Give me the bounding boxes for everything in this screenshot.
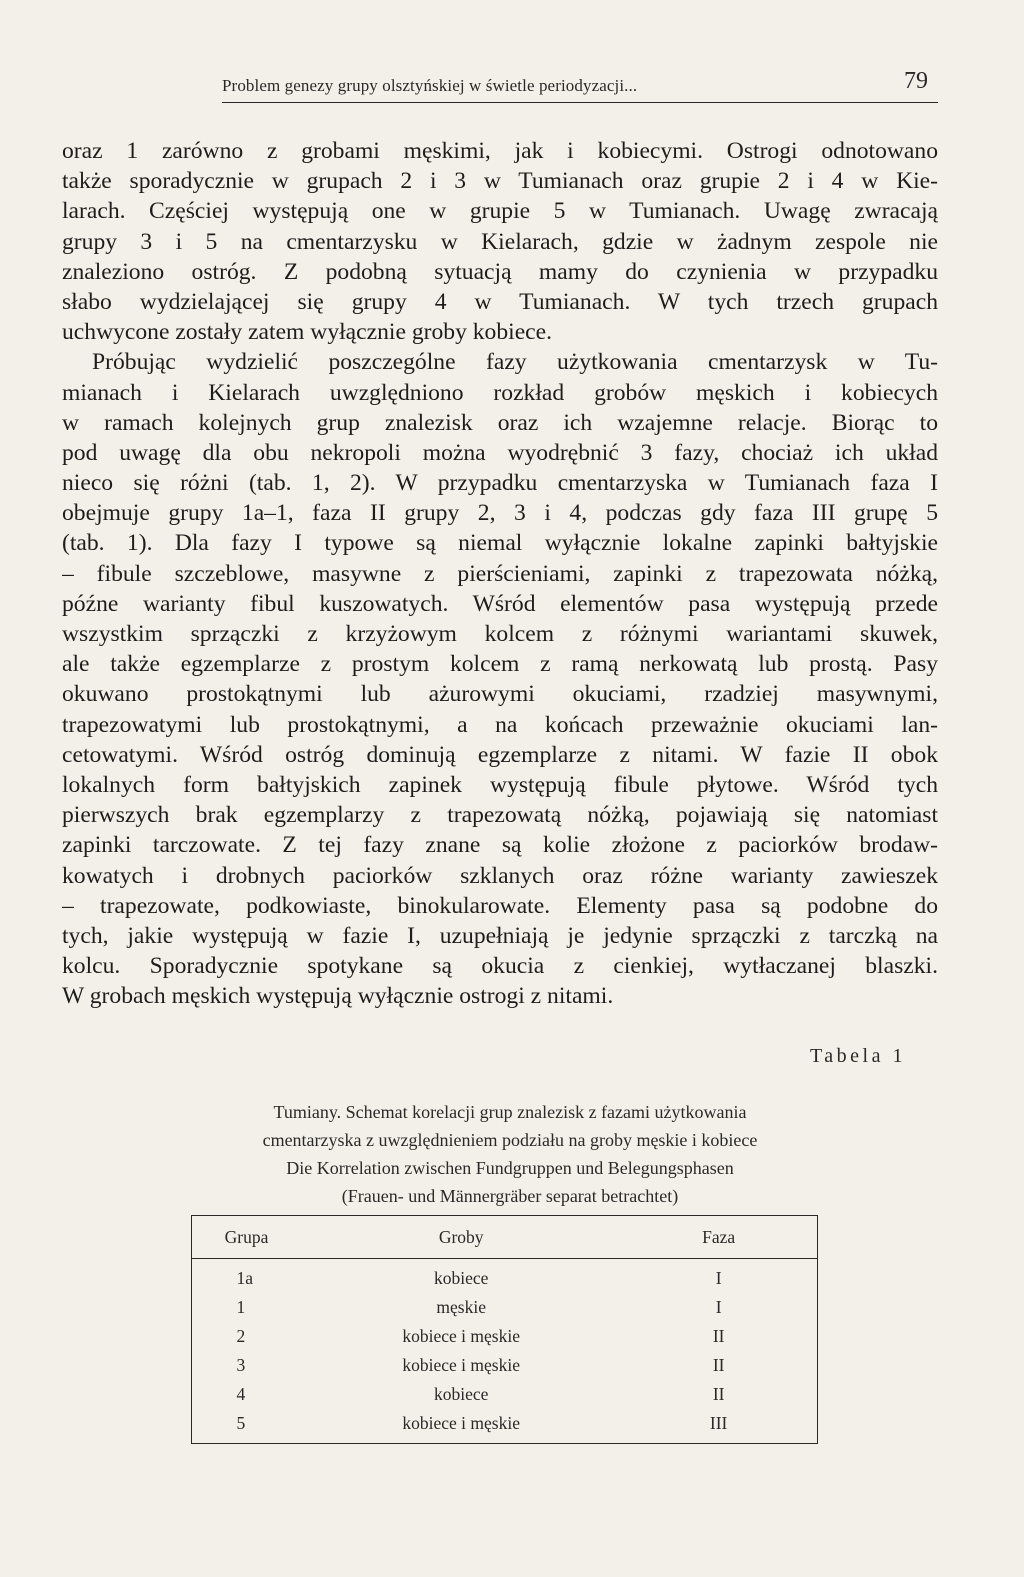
text-line: okuwano prostokątnymi lub ażurowymi okuciami, rzadziej masywnymi, — [62, 681, 938, 708]
cell-faza: I — [715, 1268, 722, 1288]
text-line: zapinki tarczowate. Z tej fazy znane są kolie złożone z paciorków brodaw- — [62, 832, 938, 859]
text-line: znaleziono ostróg. Z podobną sytuacją mamy do czynienia w przypadku — [62, 258, 938, 285]
text-line: W grobach męskich występują wyłącznie ostrogi z nitami. — [62, 983, 614, 1010]
cell-faza: III — [709, 1413, 728, 1433]
cell-groby: kobiece i męskie — [402, 1355, 520, 1375]
text-line: trapezowatymi lub prostokątnymi, a na końcach przeważnie okuciami lan- — [62, 711, 938, 738]
text-line: późne warianty fibul kuszowatych. Wśród elementów pasa występują przede — [62, 590, 938, 617]
text-line: pod uwagę dla obu nekropoli można wyodrębnić 3 fazy, chociaż ich układ — [62, 439, 938, 466]
cell-faza: II — [712, 1326, 725, 1346]
text-line: – fibule szczeblowe, masywne z pierścieniami, zapinki z trapezowata nóżką, — [62, 560, 938, 587]
cell-grupa: 2 — [236, 1326, 246, 1346]
table-row — [192, 1259, 818, 1294]
cell-grupa: 4 — [236, 1384, 246, 1404]
text-line: oraz 1 zarówno z grobami męskimi, jak i kobiecymi. Ostrogi odnotowano — [62, 138, 938, 164]
text-line: w ramach kolejnych grup znalezisk oraz ich wzajemne relacje. Biorąc to — [62, 409, 938, 436]
text-line: słabo wydzielającej się grupy 4 w Tumianach. W tych trzech grupach — [62, 288, 938, 315]
cell-grupa: 5 — [236, 1413, 246, 1433]
text-line: pierwszych brak egzemplarzy z trapezowatą nóżką, pojawiają się natomiast — [62, 802, 938, 829]
body-text — [62, 136, 938, 1011]
text-line: tych, jakie występują w fazie I, uzupełniają je jedynie sprzączki z tarczką na — [62, 922, 938, 949]
cell-faza: II — [712, 1384, 725, 1404]
table-row — [192, 1380, 818, 1409]
table-row — [192, 1322, 818, 1351]
cell-grupa: 1a — [236, 1268, 254, 1288]
running-header — [222, 66, 938, 103]
table-row — [192, 1351, 818, 1380]
table-row — [192, 1409, 818, 1444]
cell-groby: kobiece — [433, 1384, 489, 1404]
table-header-row — [192, 1216, 818, 1259]
text-line: – trapezowate, podkowiaste, binokularowate. Elementy pasa są podobne do — [62, 892, 938, 919]
caption-line: (Frauen- und Männergräber separat betrachtet) — [341, 1186, 679, 1206]
text-line: kolcu. Sporadycznie spotykane są okucia z cienkiej, wytłaczanej blaszki. — [62, 953, 938, 980]
caption-line: cmentarzyska z uwzględnieniem podziału na groby męskie i kobiece — [262, 1130, 758, 1150]
table-label: Tabela 1 — [809, 1045, 906, 1067]
header-grupa: Grupa — [224, 1226, 269, 1247]
cell-grupa: 3 — [236, 1355, 246, 1375]
text-line: Próbując wydzielić poszczególne fazy użytkowania cmentarzysk w Tu- — [92, 349, 938, 376]
cell-grupa: 1 — [236, 1297, 246, 1317]
header-groby: Groby — [438, 1226, 484, 1247]
text-line: (tab. 1). Dla fazy I typowe są niemal wyłącznie lokalne zapinki bałtyjskie — [62, 530, 938, 557]
cell-faza: I — [715, 1297, 722, 1317]
text-line: larach. Częściej występują one w grupie 5 w Tumianach. Uwagę zwracają — [62, 198, 938, 225]
text-line: także sporadycznie w grupach 2 i 3 w Tumianach oraz grupie 2 i 4 w Kie- — [62, 168, 938, 195]
caption-line: Tumiany. Schemat korelacji grup znalezisk z fazami użytkowania — [273, 1102, 747, 1122]
text-line: nieco się różni (tab. 1, 2). W przypadku cmentarzyska w Tumianach faza I — [62, 470, 938, 497]
table-caption — [180, 1098, 840, 1210]
correlation-table — [191, 1215, 818, 1444]
text-line: uchwycone zostały zatem wyłącznie groby kobiece. — [62, 319, 553, 346]
text-line: cetowatymi. Wśród ostróg dominują egzemplarze z nitami. W fazie II obok — [62, 741, 938, 768]
header-faza: Faza — [702, 1226, 736, 1247]
cell-groby: męskie — [436, 1297, 486, 1317]
caption-line: Die Korrelation zwischen Fundgruppen und Belegungsphasen — [286, 1158, 734, 1178]
page-number: 79 — [904, 68, 928, 94]
text-line: lokalnych form bałtyjskich zapinek występują fibule płytowe. Wśród tych — [62, 771, 938, 798]
cell-groby: kobiece i męskie — [402, 1413, 520, 1433]
running-title: Problem genezy grupy olsztyńskiej w świetle periodyzacji... — [222, 76, 638, 95]
cell-groby: kobiece i męskie — [402, 1326, 520, 1346]
table-row — [192, 1293, 818, 1322]
cell-groby: kobiece — [433, 1268, 489, 1288]
text-line: ale także egzemplarze z prostym kolcem z ramą nerkowatą lub prostą. Pasy — [62, 651, 938, 678]
text-line: kowatych i drobnych paciorków szklanych oraz różne warianty zawieszek — [62, 862, 938, 889]
text-line: obejmuje grupy 1a–1, faza II grupy 2, 3 i 4, podczas gdy faza III grupę 5 — [62, 500, 938, 527]
text-line: wszystkim sprzączki z krzyżowym kolcem z różnymi wariantami skuwek, — [62, 621, 938, 647]
text-line: mianach i Kielarach uwzględniono rozkład grobów męskich i kobiecych — [62, 379, 938, 406]
text-line: grupy 3 i 5 na cmentarzysku w Kielarach, gdzie w żadnym zespole nie — [62, 228, 938, 255]
cell-faza: II — [712, 1355, 725, 1375]
